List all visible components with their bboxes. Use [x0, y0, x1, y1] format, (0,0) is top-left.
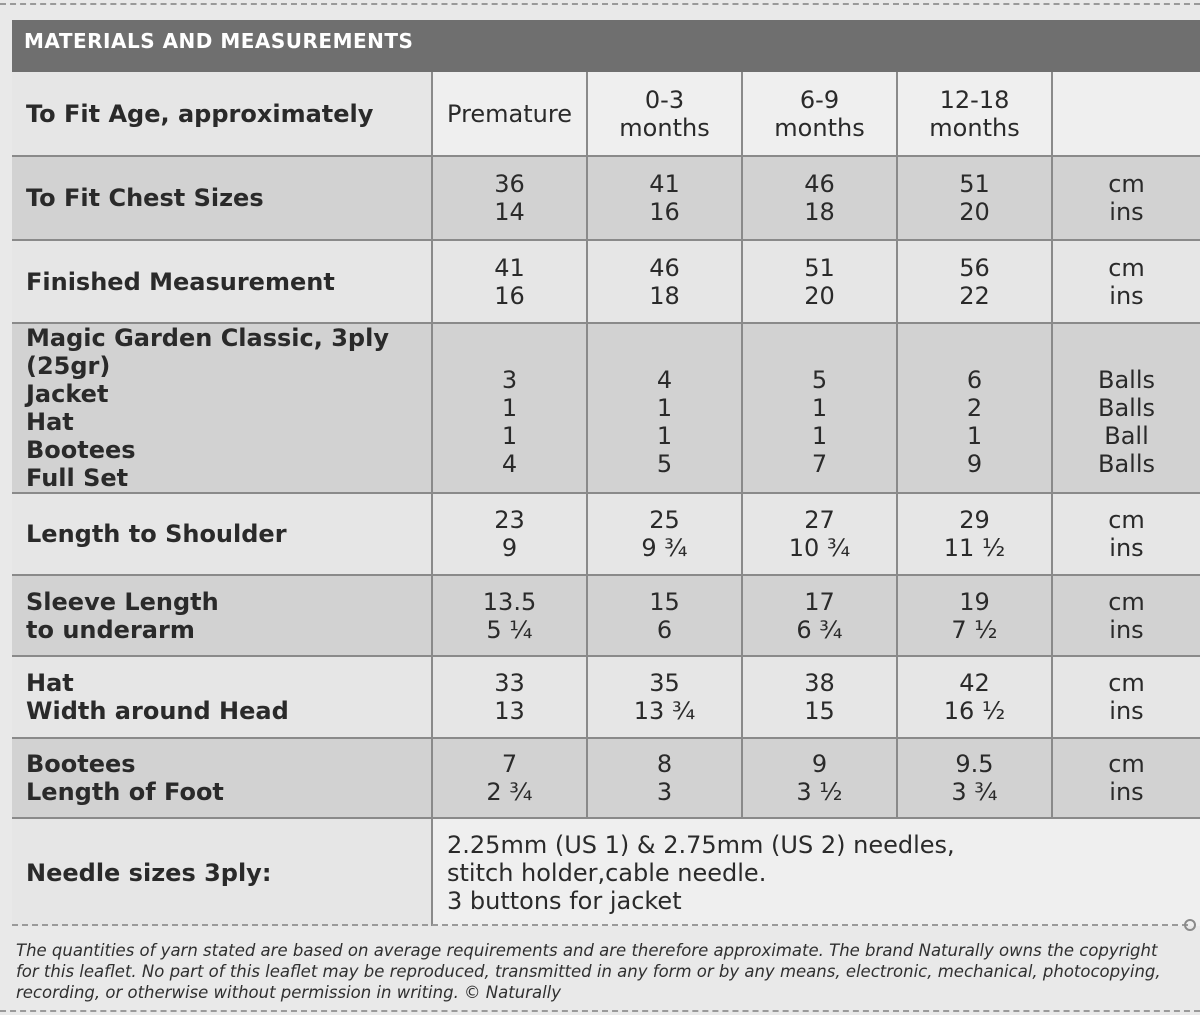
size-value: 2 [966, 394, 983, 422]
unit-value: ins [1109, 615, 1144, 644]
unit-cell [1052, 156, 1200, 240]
size-cell [742, 656, 897, 738]
size-cell [432, 493, 587, 575]
size-value: 9.5 [955, 750, 994, 778]
needle-detail-line: 3 buttons for jacket [447, 886, 682, 915]
table-row [12, 738, 1200, 818]
unit-value: cm [1108, 669, 1145, 697]
size-value: 29 [959, 506, 990, 534]
unit-cell [1052, 738, 1200, 818]
unit-value: cm [1108, 170, 1145, 198]
table-row [12, 493, 1200, 575]
size-value: 17 [804, 587, 835, 616]
row-label [12, 323, 432, 493]
size-value: 9 [501, 534, 518, 562]
unit-value: ins [1109, 697, 1144, 725]
unit-value: ins [1109, 281, 1144, 310]
size-cell [742, 240, 897, 323]
unit-value: cm [1108, 253, 1145, 282]
size-value: 4 [501, 450, 518, 478]
size-value: 15 [804, 697, 835, 725]
row-label-line: Bootees [26, 436, 136, 464]
size-cell [742, 575, 897, 656]
size-cell [742, 156, 897, 240]
size-value: 16 ½ [943, 697, 1006, 725]
size-value: 41 [494, 253, 525, 282]
size-cell [897, 656, 1052, 738]
row-label-line: Magic Garden Classic, 3ply (25gr) [26, 324, 389, 380]
size-value: 9 ¾ [641, 534, 688, 562]
table-row [12, 323, 1200, 493]
size-value: 41 [649, 170, 680, 198]
size-value: 11 ½ [943, 534, 1006, 562]
size-cell [897, 323, 1052, 493]
needle-row [12, 818, 1200, 926]
size-value: 23 [494, 506, 525, 534]
row-label [12, 72, 432, 156]
unit-value: ins [1109, 198, 1144, 226]
size-cell [432, 240, 587, 323]
size-value: 20 [804, 281, 835, 310]
size-value: 4 [656, 366, 673, 394]
size-cell [897, 738, 1052, 818]
size-value [588, 338, 741, 366]
size-value: 22 [959, 281, 990, 310]
unit-cell [1052, 575, 1200, 656]
size-value: 6 [966, 366, 983, 394]
copyright-notice [16, 940, 1196, 1003]
size-cell [432, 575, 587, 656]
size-value: 5 ¼ [486, 615, 533, 644]
size-cell [897, 575, 1052, 656]
size-cell [587, 72, 742, 156]
copyright-line: The quantities of yarn stated are based on average requirements and are therefore approximate. The brand Naturally owns the copyright [16, 941, 1158, 960]
row-label-line: Hat [26, 408, 74, 436]
size-cell [432, 156, 587, 240]
size-value: 1 [656, 422, 673, 450]
row-label [12, 156, 432, 240]
table-row [12, 240, 1200, 323]
size-cell [897, 72, 1052, 156]
row-label-line: Hat [26, 669, 74, 697]
size-value: 1 [501, 422, 518, 450]
size-value: 13.5 [482, 587, 537, 616]
size-cell [432, 738, 587, 818]
table-row [12, 156, 1200, 240]
size-value: 27 [804, 506, 835, 534]
size-cell [587, 656, 742, 738]
unit-cell [1052, 72, 1200, 156]
size-value: 33 [494, 669, 525, 697]
row-label-line: to underarm [26, 615, 195, 644]
row-label [12, 575, 432, 656]
row-label [12, 738, 432, 818]
footer-dashed-rule [12, 924, 1188, 926]
size-value: Premature [447, 99, 572, 128]
table-row [12, 575, 1200, 656]
size-value: 9 [966, 450, 983, 478]
size-value: 6-9 [799, 85, 840, 114]
size-value: 18 [649, 281, 680, 310]
size-value: 36 [494, 170, 525, 198]
unit-cell [1052, 493, 1200, 575]
size-value: 3 ½ [796, 778, 843, 806]
unit-value: ins [1109, 534, 1144, 562]
size-value: 19 [959, 587, 990, 616]
row-label-line: To Fit Age, approximately [26, 99, 374, 128]
scissors-mark-icon [1184, 919, 1196, 931]
row-label-line: Jacket [26, 380, 109, 408]
unit-value: Balls [1097, 450, 1155, 478]
size-cell [432, 656, 587, 738]
size-value: 14 [494, 198, 525, 226]
size-value: 7 [811, 450, 828, 478]
unit-value: Ball [1104, 422, 1149, 450]
size-value: 12-18 [939, 85, 1010, 114]
size-value: months [774, 113, 865, 142]
size-cell [587, 323, 742, 493]
size-value: 20 [959, 198, 990, 226]
unit-value: cm [1108, 506, 1145, 534]
size-value: 1 [656, 394, 673, 422]
measurements-table [12, 72, 1200, 926]
size-value: 18 [804, 198, 835, 226]
size-value [743, 338, 896, 366]
size-value: 1 [501, 394, 518, 422]
unit-value: cm [1108, 750, 1145, 778]
size-value [898, 338, 1051, 366]
size-value: 1 [811, 422, 828, 450]
unit-value: cm [1108, 587, 1145, 616]
needle-label: Needle sizes 3ply: [12, 818, 432, 926]
size-cell [587, 493, 742, 575]
size-value: 8 [656, 750, 673, 778]
size-value: 16 [494, 281, 525, 310]
size-value: 51 [959, 170, 990, 198]
size-value: 16 [649, 198, 680, 226]
size-value: 46 [804, 170, 835, 198]
unit-cell [1052, 656, 1200, 738]
size-value: 13 [494, 697, 525, 725]
table-row [12, 656, 1200, 738]
needle-detail-line: stitch holder,cable needle. [447, 858, 767, 887]
size-cell [587, 156, 742, 240]
unit-cell [1052, 323, 1200, 493]
size-cell [742, 738, 897, 818]
size-cell [587, 738, 742, 818]
size-value: 9 [811, 750, 828, 778]
size-value: 6 [656, 615, 673, 644]
unit-value [1053, 338, 1200, 366]
row-label [12, 493, 432, 575]
size-value: 3 [656, 778, 673, 806]
size-value: 6 ¾ [796, 615, 843, 644]
size-cell [587, 240, 742, 323]
size-cell [742, 493, 897, 575]
section-title: MATERIALS AND MEASUREMENTS [24, 29, 414, 53]
row-label [12, 656, 432, 738]
table-row [12, 72, 1200, 156]
row-label-line: Finished Measurement [26, 267, 335, 296]
needle-detail-line: 2.25mm (US 1) & 2.75mm (US 2) needles, [447, 830, 955, 859]
size-value: 2 ¾ [486, 778, 533, 806]
size-value: 3 [501, 366, 518, 394]
row-label-line: Width around Head [26, 697, 289, 725]
size-cell [742, 323, 897, 493]
row-label-line: Full Set [26, 464, 129, 492]
needle-details [432, 818, 1200, 926]
size-cell [897, 240, 1052, 323]
size-value: 35 [649, 669, 680, 697]
size-value: 38 [804, 669, 835, 697]
size-value: 7 [501, 750, 518, 778]
size-cell [432, 323, 587, 493]
row-label [12, 240, 432, 323]
size-value: 1 [966, 422, 983, 450]
size-value: 46 [649, 253, 680, 282]
unit-value: Balls [1097, 394, 1155, 422]
size-value: months [619, 113, 710, 142]
bottom-dashed-rule [0, 1010, 1200, 1012]
materials-sheet [12, 20, 1200, 915]
row-label-line: Sleeve Length [26, 587, 219, 616]
size-cell [432, 72, 587, 156]
size-value: 56 [959, 253, 990, 282]
top-dashed-rule [0, 3, 1200, 5]
size-cell [897, 156, 1052, 240]
size-value: 25 [649, 506, 680, 534]
unit-value: Balls [1097, 366, 1155, 394]
copyright-line: for this leaflet. No part of this leaflet may be reproduced, transmitted in any form or by any means, electronic, mechanical, photocopying, [16, 962, 1161, 981]
size-value [433, 338, 586, 366]
size-value: 1 [811, 394, 828, 422]
size-value: 0-3 [644, 85, 685, 114]
copyright-line: recording, or otherwise without permission in writing. © Naturally [16, 983, 562, 1002]
row-label-line: To Fit Chest Sizes [26, 184, 264, 212]
row-label-line: Bootees [26, 750, 136, 778]
size-value: 51 [804, 253, 835, 282]
size-value: 42 [959, 669, 990, 697]
size-cell [742, 72, 897, 156]
size-cell [587, 575, 742, 656]
row-label-line: Length to Shoulder [26, 520, 287, 548]
size-value: 13 ¾ [633, 697, 696, 725]
size-value: 10 ¾ [788, 534, 851, 562]
size-value: 15 [649, 587, 680, 616]
size-value: 3 ¾ [951, 778, 998, 806]
size-value: 5 [811, 366, 828, 394]
section-header [12, 20, 1200, 72]
row-label-line: Length of Foot [26, 778, 224, 806]
size-value: 7 ½ [951, 615, 998, 644]
unit-value: ins [1109, 778, 1144, 806]
unit-cell [1052, 240, 1200, 323]
size-value: 5 [656, 450, 673, 478]
size-value: months [929, 113, 1020, 142]
size-cell [897, 493, 1052, 575]
